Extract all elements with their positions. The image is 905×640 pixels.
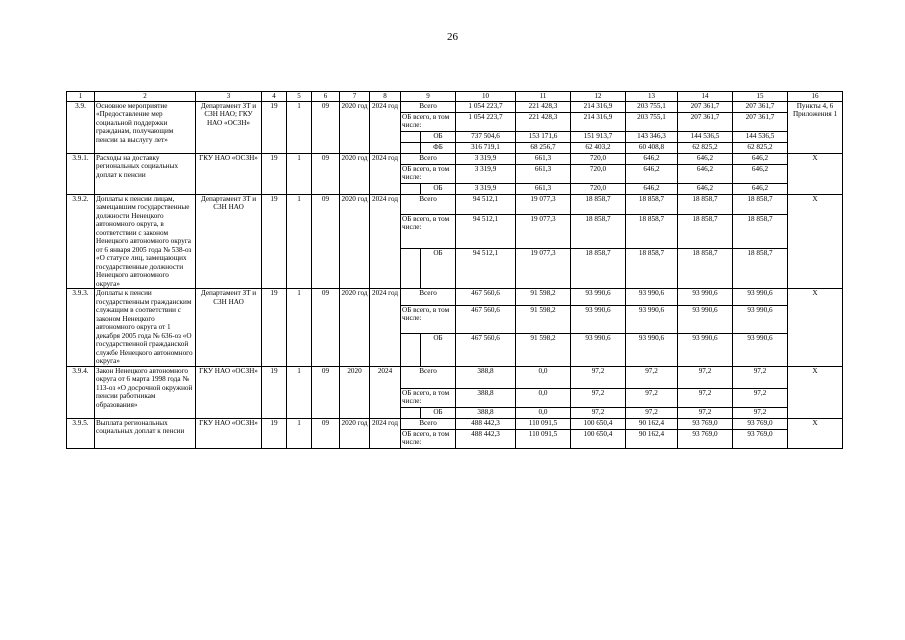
amount-cell: 646,2 xyxy=(626,184,678,195)
amount-cell: 144 536,5 xyxy=(678,132,733,143)
header-cell-13: 13 xyxy=(626,92,678,102)
header-cell-6: 6 xyxy=(312,92,340,102)
item-name: Закон Ненецкого автономного округа от 6 марта 1998 года № 113-оз «О досрочной окружной пенсии работникам образования» xyxy=(95,366,196,418)
code-col-4: 19 xyxy=(262,289,287,366)
amount-cell: 467 560,6 xyxy=(456,333,516,366)
code-col-4: 19 xyxy=(262,366,287,418)
code-col-4: 19 xyxy=(262,154,287,195)
amount-cell: 0,0 xyxy=(516,366,571,388)
amount-cell: 720,0 xyxy=(571,154,626,165)
code-col-6: 09 xyxy=(312,418,340,448)
executor: Департамент ЗТ и СЗН НАО xyxy=(196,289,262,366)
budget-table xyxy=(66,91,843,449)
amount-cell: 646,2 xyxy=(733,184,788,195)
header-cell-3: 3 xyxy=(196,92,262,102)
amount-cell: 0,0 xyxy=(516,388,571,407)
amount-cell: 207 361,7 xyxy=(733,113,788,132)
amount-cell: 3 319,9 xyxy=(456,184,516,195)
item-name: Доплаты к пенсии лицам, замещавшим государственные должности Ненецкого автономного округа, в соответствии с законом Ненецкого автономного округа от 6 января 2005 года № 538-оз «О статусе лиц, замещающих государственные должности Ненецкого автономного округа» xyxy=(95,195,196,289)
amount-cell: 93 990,6 xyxy=(733,305,788,333)
indent-cell xyxy=(401,184,421,195)
item-number: 3.9.3. xyxy=(67,289,95,366)
end-year: 2024 год xyxy=(370,418,401,448)
amount-cell: 97,2 xyxy=(571,366,626,388)
code-col-5: 1 xyxy=(287,289,312,366)
amount-cell: 19 077,3 xyxy=(516,195,571,215)
item-number: 3.9.4. xyxy=(67,366,95,418)
amount-cell: 720,0 xyxy=(571,184,626,195)
code-col-5: 1 xyxy=(287,366,312,418)
amount-cell: 646,2 xyxy=(626,154,678,165)
executor: Департамент ЗТ и СЗН НАО xyxy=(196,195,262,289)
amount-cell: 388,8 xyxy=(456,407,516,418)
amount-cell: 97,2 xyxy=(733,388,788,407)
amount-cell: 737 504,6 xyxy=(456,132,516,143)
code-col-5: 1 xyxy=(287,154,312,195)
amount-cell: 467 560,6 xyxy=(456,289,516,305)
amount-cell: 388,8 xyxy=(456,366,516,388)
amount-cell: 1 054 223,7 xyxy=(456,113,516,132)
amount-cell: 62 825,2 xyxy=(733,143,788,154)
amount-cell: 93 990,6 xyxy=(571,305,626,333)
amount-cell: 646,2 xyxy=(678,165,733,184)
amount-cell: 62 825,2 xyxy=(678,143,733,154)
start-year: 2020 xyxy=(340,366,370,418)
amount-cell: 661,3 xyxy=(516,154,571,165)
amount-cell: 18 858,7 xyxy=(626,214,678,248)
amount-cell: 110 091,5 xyxy=(516,429,571,448)
amount-cell: 221 428,3 xyxy=(516,113,571,132)
amount-cell: 93 769,0 xyxy=(678,429,733,448)
amount-cell: 97,2 xyxy=(733,366,788,388)
item-number: 3.9.2. xyxy=(67,195,95,289)
amount-cell: 97,2 xyxy=(571,407,626,418)
header-cell-1: 1 xyxy=(67,92,95,102)
amount-cell: 18 858,7 xyxy=(678,214,733,248)
end-year: 2024 xyxy=(370,366,401,418)
amount-cell: 93 990,6 xyxy=(626,289,678,305)
amount-cell: 60 408,8 xyxy=(626,143,678,154)
amount-cell: 207 361,7 xyxy=(733,102,788,113)
amount-cell: 646,2 xyxy=(678,184,733,195)
amount-cell: 153 171,6 xyxy=(516,132,571,143)
indent-cell xyxy=(401,333,421,366)
code-col-6: 09 xyxy=(312,289,340,366)
executor: ГКУ НАО «ОСЗН» xyxy=(196,366,262,418)
start-year: 2020 год xyxy=(340,102,370,154)
amount-cell: 97,2 xyxy=(678,388,733,407)
amount-cell: 93 990,6 xyxy=(678,305,733,333)
amount-cell: 93 769,0 xyxy=(678,418,733,429)
amount-cell: 214 316,9 xyxy=(571,113,626,132)
header-cell-15: 15 xyxy=(733,92,788,102)
amount-cell: 91 598,2 xyxy=(516,305,571,333)
end-year: 2024 год xyxy=(370,195,401,289)
funding-source-label: ОБ xyxy=(421,249,456,289)
amount-cell: 488 442,3 xyxy=(456,418,516,429)
header-cell-4: 4 xyxy=(262,92,287,102)
amount-cell: 90 162,4 xyxy=(626,429,678,448)
amount-cell: 646,2 xyxy=(678,154,733,165)
amount-cell: 646,2 xyxy=(626,165,678,184)
note-cell: X xyxy=(788,289,843,366)
note-cell: X xyxy=(788,366,843,418)
amount-cell: 203 755,1 xyxy=(626,113,678,132)
amount-cell: 151 913,7 xyxy=(571,132,626,143)
amount-cell: 207 361,7 xyxy=(678,102,733,113)
amount-cell: 646,2 xyxy=(733,154,788,165)
code-col-6: 09 xyxy=(312,102,340,154)
funding-source-label: Всего xyxy=(401,289,456,305)
code-col-4: 19 xyxy=(262,102,287,154)
funding-source-label: ОБ всего, в том числе: xyxy=(401,113,456,132)
note-cell: X xyxy=(788,418,843,448)
item-number: 3.9.5. xyxy=(67,418,95,448)
table-row xyxy=(67,418,843,429)
amount-cell: 93 769,0 xyxy=(733,418,788,429)
code-col-5: 1 xyxy=(287,102,312,154)
amount-cell: 93 769,0 xyxy=(733,429,788,448)
indent-cell xyxy=(401,143,421,154)
amount-cell: 661,3 xyxy=(516,165,571,184)
amount-cell: 97,2 xyxy=(678,366,733,388)
funding-source-label: ФБ xyxy=(421,143,456,154)
amount-cell: 19 077,3 xyxy=(516,249,571,289)
header-cell-2: 2 xyxy=(95,92,196,102)
amount-cell: 93 990,6 xyxy=(571,289,626,305)
table-row xyxy=(67,195,843,215)
funding-source-label: Всего xyxy=(401,366,456,388)
amount-cell: 100 650,4 xyxy=(571,418,626,429)
indent-cell xyxy=(401,249,421,289)
code-col-6: 09 xyxy=(312,195,340,289)
funding-source-label: ОБ всего, в том числе: xyxy=(401,305,456,333)
note-cell: X xyxy=(788,154,843,195)
amount-cell: 18 858,7 xyxy=(678,195,733,215)
amount-cell: 18 858,7 xyxy=(626,195,678,215)
start-year: 2020 год xyxy=(340,289,370,366)
amount-cell: 3 319,9 xyxy=(456,165,516,184)
funding-source-label: Всего xyxy=(401,418,456,429)
amount-cell: 214 316,9 xyxy=(571,102,626,113)
funding-source-label: ОБ xyxy=(421,132,456,143)
executor: Департамент ЗТ и СЗН НАО; ГКУ НАО «ОСЗН» xyxy=(196,102,262,154)
header-cell-5: 5 xyxy=(287,92,312,102)
note-cell: Пункты 4, 6 Приложения 1 xyxy=(788,102,843,154)
item-number: 3.9.1. xyxy=(67,154,95,195)
code-col-4: 19 xyxy=(262,418,287,448)
amount-cell: 144 536,5 xyxy=(733,132,788,143)
header-cell-14: 14 xyxy=(678,92,733,102)
code-col-5: 1 xyxy=(287,418,312,448)
amount-cell: 18 858,7 xyxy=(571,214,626,248)
amount-cell: 93 990,6 xyxy=(733,289,788,305)
funding-source-label: Всего xyxy=(401,102,456,113)
start-year: 2020 год xyxy=(340,154,370,195)
end-year: 2024 год xyxy=(370,289,401,366)
header-cell-16: 16 xyxy=(788,92,843,102)
code-col-4: 19 xyxy=(262,195,287,289)
table-row xyxy=(67,289,843,305)
page-number: 26 xyxy=(447,31,458,43)
header-cell-9: 9 xyxy=(401,92,456,102)
amount-cell: 18 858,7 xyxy=(733,214,788,248)
end-year: 2024 год xyxy=(370,102,401,154)
funding-source-label: ОБ всего, в том числе: xyxy=(401,214,456,248)
amount-cell: 91 598,2 xyxy=(516,333,571,366)
amount-cell: 221 428,3 xyxy=(516,102,571,113)
amount-cell: 3 319,9 xyxy=(456,154,516,165)
amount-cell: 388,8 xyxy=(456,388,516,407)
start-year: 2020 год xyxy=(340,418,370,448)
item-name: Расходы на доставку региональных социальных доплат к пенсии xyxy=(95,154,196,195)
code-col-6: 09 xyxy=(312,366,340,418)
amount-cell: 91 598,2 xyxy=(516,289,571,305)
amount-cell: 68 256,7 xyxy=(516,143,571,154)
amount-cell: 93 990,6 xyxy=(678,289,733,305)
amount-cell: 18 858,7 xyxy=(571,249,626,289)
amount-cell: 94 512,1 xyxy=(456,195,516,215)
amount-cell: 18 858,7 xyxy=(733,249,788,289)
table-row xyxy=(67,102,843,113)
funding-source-label: ОБ всего, в том числе: xyxy=(401,388,456,407)
amount-cell: 94 512,1 xyxy=(456,249,516,289)
amount-cell: 93 990,6 xyxy=(678,333,733,366)
table-row xyxy=(67,366,843,388)
item-name: Доплаты к пенсии государственным гражданским служащим в соответствии с законом Ненецкого автономного округа от 1 декабря 2005 года № 636-оз «О государственной гражданской службе Ненецкого автономного округа» xyxy=(95,289,196,366)
amount-cell: 94 512,1 xyxy=(456,214,516,248)
note-cell: X xyxy=(788,195,843,289)
amount-cell: 97,2 xyxy=(626,366,678,388)
item-number: 3.9. xyxy=(67,102,95,154)
code-col-6: 09 xyxy=(312,154,340,195)
funding-source-label: ОБ xyxy=(421,333,456,366)
amount-cell: 18 858,7 xyxy=(678,249,733,289)
amount-cell: 1 054 223,7 xyxy=(456,102,516,113)
amount-cell: 0,0 xyxy=(516,407,571,418)
start-year: 2020 год xyxy=(340,195,370,289)
amount-cell: 62 403,2 xyxy=(571,143,626,154)
amount-cell: 316 719,1 xyxy=(456,143,516,154)
executor: ГКУ НАО «ОСЗН» xyxy=(196,154,262,195)
amount-cell: 97,2 xyxy=(733,407,788,418)
amount-cell: 97,2 xyxy=(571,388,626,407)
amount-cell: 207 361,7 xyxy=(678,113,733,132)
code-col-5: 1 xyxy=(287,195,312,289)
indent-cell xyxy=(401,132,421,143)
amount-cell: 18 858,7 xyxy=(571,195,626,215)
table-row xyxy=(67,154,843,165)
amount-cell: 93 990,6 xyxy=(626,305,678,333)
indent-cell xyxy=(401,407,421,418)
amount-cell: 97,2 xyxy=(626,407,678,418)
funding-source-label: Всего xyxy=(401,154,456,165)
executor: ГКУ НАО «ОСЗН» xyxy=(196,418,262,448)
header-cell-7: 7 xyxy=(340,92,370,102)
amount-cell: 18 858,7 xyxy=(626,249,678,289)
header-cell-10: 10 xyxy=(456,92,516,102)
amount-cell: 93 990,6 xyxy=(571,333,626,366)
header-cell-12: 12 xyxy=(571,92,626,102)
funding-source-label: ОБ xyxy=(421,184,456,195)
amount-cell: 720,0 xyxy=(571,165,626,184)
amount-cell: 143 346,3 xyxy=(626,132,678,143)
amount-cell: 93 990,6 xyxy=(733,333,788,366)
header-cell-8: 8 xyxy=(370,92,401,102)
amount-cell: 90 162,4 xyxy=(626,418,678,429)
funding-source-label: ОБ всего, в том числе: xyxy=(401,165,456,184)
funding-source-label: ОБ всего, в том числе: xyxy=(401,429,456,448)
item-name: Выплата региональных социальных доплат к пенсии xyxy=(95,418,196,448)
amount-cell: 661,3 xyxy=(516,184,571,195)
amount-cell: 97,2 xyxy=(678,407,733,418)
end-year: 2024 год xyxy=(370,154,401,195)
funding-source-label: Всего xyxy=(401,195,456,215)
amount-cell: 97,2 xyxy=(626,388,678,407)
amount-cell: 19 077,3 xyxy=(516,214,571,248)
amount-cell: 488 442,3 xyxy=(456,429,516,448)
header-cell-11: 11 xyxy=(516,92,571,102)
header-row xyxy=(67,92,843,102)
amount-cell: 467 560,6 xyxy=(456,305,516,333)
funding-source-label: ОБ xyxy=(421,407,456,418)
amount-cell: 18 858,7 xyxy=(733,195,788,215)
amount-cell: 203 755,1 xyxy=(626,102,678,113)
amount-cell: 646,2 xyxy=(733,165,788,184)
item-name: Основное мероприятие «Предоставление мер социальной поддержки гражданам, получающим пенсии за выслугу лет» xyxy=(95,102,196,154)
amount-cell: 93 990,6 xyxy=(626,333,678,366)
amount-cell: 110 091,5 xyxy=(516,418,571,429)
amount-cell: 100 650,4 xyxy=(571,429,626,448)
